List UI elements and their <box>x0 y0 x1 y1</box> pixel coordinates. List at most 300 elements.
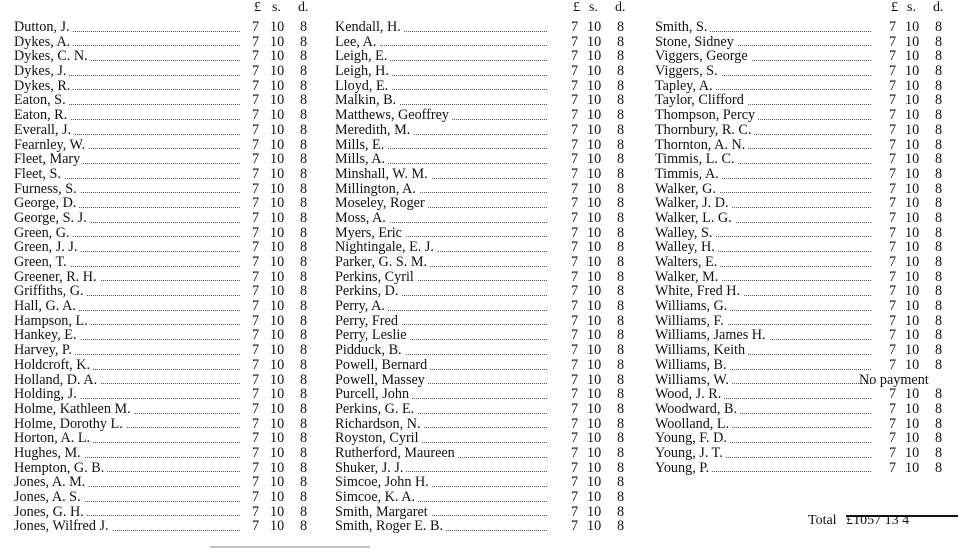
amount-pence: 8 <box>617 19 625 35</box>
amount-shillings: 10 <box>587 474 602 491</box>
list-item <box>14 20 314 35</box>
entry-name-wrap <box>335 490 553 505</box>
amount-shillings: 10 <box>905 63 920 80</box>
amount-pence: 8 <box>300 224 308 241</box>
amount-pounds: 7 <box>889 33 897 50</box>
amount-pence: 8 <box>617 459 625 476</box>
list-item <box>335 519 635 534</box>
amount-pounds: 7 <box>571 209 579 226</box>
amount-shillings: 10 <box>270 92 285 109</box>
amount-pence: 8 <box>617 415 625 432</box>
entry-name-wrap <box>655 167 877 182</box>
list-item <box>335 226 635 241</box>
entry-name-wrap <box>14 417 246 432</box>
amount-pence: 8 <box>300 444 308 461</box>
entry-name-wrap <box>14 152 246 167</box>
entry-name-wrap <box>655 152 877 167</box>
entry-name: Walters, E. <box>655 255 720 270</box>
amount-pounds: 7 <box>571 474 579 491</box>
amount-shillings: 10 <box>905 77 920 94</box>
entry-name: Walker, G. <box>655 182 719 197</box>
entry-name: Mills, E. <box>335 138 387 153</box>
amount-shillings: 10 <box>270 298 285 315</box>
amount-pence: 8 <box>300 283 308 300</box>
entry-name-wrap <box>14 314 246 329</box>
list-item <box>14 226 314 241</box>
amount-shillings: 10 <box>270 224 285 241</box>
entry-name-wrap <box>335 138 553 153</box>
list-item <box>335 284 635 299</box>
entry-name-wrap <box>335 152 553 167</box>
amount-pounds: 7 <box>571 518 579 535</box>
entry-name: Furness, S. <box>14 182 80 197</box>
amount-pence: 8 <box>617 33 625 50</box>
list-item <box>335 49 635 64</box>
amount-pounds: 7 <box>571 430 579 447</box>
entry-name: Taylor, Clifford <box>655 93 747 108</box>
list-item <box>335 196 635 211</box>
amount-pounds: 7 <box>571 195 579 212</box>
entry-name: Young, J. T. <box>655 446 726 461</box>
entry-name: Royston, Cyril <box>335 431 422 446</box>
entry-name: Powell, Bernard <box>335 358 430 373</box>
print-smudge <box>210 546 370 548</box>
list-item <box>335 328 635 343</box>
list-item <box>14 328 314 343</box>
header-pence: d. <box>298 0 309 15</box>
amount-pence: 8 <box>935 400 943 417</box>
amount-pounds: 7 <box>252 342 260 359</box>
entry-name: Young, F. D. <box>655 431 730 446</box>
entry-name-wrap <box>655 93 877 108</box>
amount-shillings: 10 <box>905 92 920 109</box>
amount-shillings: 10 <box>587 63 602 80</box>
list-item <box>335 79 635 94</box>
amount-pounds: 7 <box>571 342 579 359</box>
list-item <box>335 446 635 461</box>
amount-pence: 8 <box>617 63 625 80</box>
entry-name: Walker, J. D. <box>655 196 732 211</box>
list-item <box>14 519 314 534</box>
entry-name-wrap <box>335 79 553 94</box>
entry-name: Pidduck, B. <box>335 343 405 358</box>
list-item <box>655 446 955 461</box>
entry-name: Thornbury, R. C. <box>655 123 754 138</box>
entry-name-wrap <box>335 240 553 255</box>
entry-name: Perkins, Cyril <box>335 270 417 285</box>
entry-name: Thompson, Percy <box>655 108 758 123</box>
amount-pence: 8 <box>617 268 625 285</box>
entry-name-wrap <box>14 358 246 373</box>
amount-pounds: 7 <box>571 298 579 315</box>
list-item <box>14 35 314 50</box>
entry-name: Minshall, W. M. <box>335 167 431 182</box>
amount-pence: 8 <box>935 136 943 153</box>
amount-shillings: 10 <box>270 283 285 300</box>
amount-pence: 8 <box>617 224 625 241</box>
entry-name-wrap <box>335 358 553 373</box>
amount-pence: 8 <box>935 92 943 109</box>
amount-pounds: 7 <box>571 19 579 35</box>
entry-name: Myers, Eric <box>335 226 405 241</box>
amount-pounds: 7 <box>571 371 579 388</box>
amount-pounds: 7 <box>252 63 260 80</box>
header-shillings: s. <box>589 0 598 15</box>
entry-name: Richardson, N. <box>335 417 424 432</box>
entry-name-wrap <box>655 328 877 343</box>
amount-pounds: 7 <box>889 459 897 476</box>
entry-name-wrap <box>655 49 877 64</box>
amount-pounds: 7 <box>571 239 579 256</box>
list-item <box>655 35 955 50</box>
amount-pence: 8 <box>935 107 943 124</box>
amount-shillings: 10 <box>270 415 285 432</box>
amount-shillings: 10 <box>270 459 285 476</box>
list-item <box>14 402 314 417</box>
entry-name: Young, P. <box>655 461 712 476</box>
list-item <box>655 93 955 108</box>
amount-pence: 8 <box>300 503 308 520</box>
amount-pence: 8 <box>935 19 943 35</box>
amount-shillings: 10 <box>587 92 602 109</box>
list-item <box>14 387 314 402</box>
amount-shillings: 10 <box>905 48 920 65</box>
amount-pounds: 7 <box>252 503 260 520</box>
amount-shillings: 10 <box>587 356 602 373</box>
amount-pounds: 7 <box>889 327 897 344</box>
amount-shillings: 10 <box>905 121 920 138</box>
entry-name-wrap <box>655 446 877 461</box>
amount-pounds: 7 <box>252 386 260 403</box>
amount-shillings: 10 <box>587 268 602 285</box>
list-item <box>14 49 314 64</box>
entry-name-wrap <box>655 270 877 285</box>
amount-shillings: 10 <box>270 121 285 138</box>
header-shillings: s. <box>272 0 281 15</box>
amount-shillings: 10 <box>905 254 920 270</box>
amount-pence: 8 <box>935 151 943 168</box>
amount-pence: 8 <box>617 77 625 94</box>
amount-shillings: 10 <box>905 195 920 212</box>
amount-pounds: 7 <box>252 239 260 256</box>
amount-pence: 8 <box>935 77 943 94</box>
amount-pounds: 7 <box>252 415 260 432</box>
entry-name-wrap <box>14 49 246 64</box>
amount-shillings: 10 <box>587 151 602 168</box>
list-item <box>335 64 635 79</box>
amount-pence: 8 <box>935 224 943 241</box>
amount-pence: 8 <box>935 342 943 359</box>
name-list <box>14 20 314 534</box>
list-item <box>335 182 635 197</box>
header-pound: £ <box>254 0 261 15</box>
amount-pence: 8 <box>300 121 308 138</box>
amount-pence: 8 <box>935 239 943 256</box>
amount-pounds: 7 <box>889 254 897 270</box>
entry-name-wrap <box>14 211 246 226</box>
amount-pounds: 7 <box>889 415 897 432</box>
entry-name-wrap <box>655 20 877 35</box>
amount-pence: 8 <box>935 327 943 344</box>
entry-name: Mills, A. <box>335 152 388 167</box>
amount-pence: 8 <box>617 503 625 520</box>
amount-shillings: 10 <box>905 268 920 285</box>
entry-name: Williams, B. <box>655 358 730 373</box>
entry-name-wrap <box>335 387 553 402</box>
entry-name: Hankey, E. <box>14 328 80 343</box>
entry-name: Rutherford, Maureen <box>335 446 458 461</box>
amount-pence: 8 <box>300 342 308 359</box>
amount-pence: 8 <box>617 298 625 315</box>
amount-pence: 8 <box>935 48 943 65</box>
list-item <box>335 35 635 50</box>
name-list <box>655 20 955 475</box>
list-item <box>14 138 314 153</box>
list-item <box>14 93 314 108</box>
amount-shillings: 10 <box>587 518 602 535</box>
entry-name-wrap <box>335 270 553 285</box>
entry-name-wrap <box>335 505 553 520</box>
list-item <box>14 182 314 197</box>
list-item <box>655 152 955 167</box>
amount-shillings: 10 <box>270 400 285 417</box>
total-amount: £1057 13 4 <box>846 513 910 528</box>
entry-name: Walley, H. <box>655 240 718 255</box>
amount-pence: 8 <box>300 165 308 182</box>
amount-pounds: 7 <box>889 268 897 285</box>
entry-name-wrap <box>655 123 877 138</box>
list-item <box>655 255 955 270</box>
amount-shillings: 10 <box>905 283 920 300</box>
amount-pounds: 7 <box>571 327 579 344</box>
amount-shillings: 10 <box>905 327 920 344</box>
list-item <box>14 196 314 211</box>
entry-name: Green, T. <box>14 255 70 270</box>
list-item <box>655 431 955 446</box>
amount-shillings: 10 <box>905 415 920 432</box>
list-item <box>14 255 314 270</box>
entry-name-wrap <box>14 138 246 153</box>
entry-name: Dykes, R. <box>14 79 73 94</box>
amount-pounds: 7 <box>889 209 897 226</box>
entry-name-wrap <box>655 343 877 358</box>
amount-pounds: 7 <box>889 386 897 403</box>
amount-shillings: 10 <box>270 327 285 344</box>
amount-shillings: 10 <box>587 254 602 270</box>
amount-pence: 8 <box>300 48 308 65</box>
amount-shillings: 10 <box>587 489 602 505</box>
amount-pounds: 7 <box>571 283 579 300</box>
entry-name: George, S. J. <box>14 211 90 226</box>
entry-name-wrap <box>14 373 246 388</box>
amount-shillings: 10 <box>905 298 920 315</box>
amount-shillings: 10 <box>270 77 285 94</box>
amount-shillings: 10 <box>587 444 602 461</box>
entry-name: Shuker, J. J. <box>335 461 406 476</box>
entry-name-wrap <box>14 79 246 94</box>
list-item <box>14 299 314 314</box>
entry-name: Williams, Keith <box>655 343 748 358</box>
list-item <box>14 270 314 285</box>
amount-pence: 8 <box>617 151 625 168</box>
amount-shillings: 10 <box>587 400 602 417</box>
amount-pounds: 7 <box>889 180 897 197</box>
amount-pounds: 7 <box>252 48 260 65</box>
amount-shillings: 10 <box>270 474 285 491</box>
amount-pence: 8 <box>300 239 308 256</box>
list-item <box>655 314 955 329</box>
entry-name-wrap <box>14 446 246 461</box>
entry-name: Smith, Roger E. B. <box>335 519 446 534</box>
list-item <box>14 79 314 94</box>
list-item <box>14 211 314 226</box>
amount-pounds: 7 <box>571 180 579 197</box>
amount-shillings: 10 <box>905 107 920 124</box>
amount-pence: 8 <box>935 254 943 270</box>
list-item <box>655 240 955 255</box>
list-item <box>335 387 635 402</box>
entry-name: Purcell, John <box>335 387 412 402</box>
amount-pence: 8 <box>617 312 625 329</box>
entry-name: Millington, A. <box>335 182 419 197</box>
entry-name: Everall, J. <box>14 123 74 138</box>
amount-pence: 8 <box>300 356 308 373</box>
entry-name-wrap <box>14 431 246 446</box>
amount-shillings: 10 <box>270 312 285 329</box>
amount-pounds: 7 <box>252 298 260 315</box>
amount-pence: 8 <box>935 298 943 315</box>
entry-name: Hughes, M. <box>14 446 84 461</box>
amount-shillings: 10 <box>587 239 602 256</box>
list-item <box>655 284 955 299</box>
amount-pounds: 7 <box>889 77 897 94</box>
entry-name-wrap <box>14 402 246 417</box>
amount-pence: 8 <box>935 444 943 461</box>
entry-name: Perkins, G. E. <box>335 402 417 417</box>
amount-pounds: 7 <box>252 195 260 212</box>
amount-pounds: 7 <box>889 136 897 153</box>
list-item <box>655 417 955 432</box>
amount-pence: 8 <box>617 180 625 197</box>
amount-pounds: 7 <box>252 400 260 417</box>
entry-name-wrap <box>335 417 553 432</box>
amount-pounds: 7 <box>571 33 579 50</box>
entry-name-wrap <box>655 35 877 50</box>
column-1 <box>14 0 314 559</box>
amount-pounds: 7 <box>571 254 579 270</box>
amount-pounds: 7 <box>889 151 897 168</box>
amount-pounds: 7 <box>889 121 897 138</box>
entry-name-wrap <box>655 182 877 197</box>
entry-name: White, Fred H. <box>655 284 743 299</box>
entry-name: Thornton, A. N. <box>655 138 748 153</box>
entry-name: Holdcroft, K. <box>14 358 93 373</box>
amount-shillings: 10 <box>270 356 285 373</box>
entry-name-wrap <box>655 196 877 211</box>
list-item <box>335 20 635 35</box>
entry-name: Lee, A. <box>335 35 379 50</box>
list-item <box>655 226 955 241</box>
list-item <box>14 167 314 182</box>
entry-name: Simcoe, K. A. <box>335 490 418 505</box>
entry-name: Jones, Wilfred J. <box>14 519 112 534</box>
list-item <box>335 167 635 182</box>
list-item <box>335 431 635 446</box>
amount-shillings: 10 <box>270 503 285 520</box>
amount-shillings: 10 <box>270 63 285 80</box>
amount-shillings: 10 <box>270 489 285 505</box>
amount-pence: 8 <box>617 430 625 447</box>
list-item <box>335 123 635 138</box>
entry-name: Tapley, A. <box>655 79 716 94</box>
amount-shillings: 10 <box>270 342 285 359</box>
entry-name: Smith, Margaret <box>335 505 431 520</box>
amount-pence: 8 <box>617 489 625 505</box>
list-item <box>335 358 635 373</box>
list-item <box>335 211 635 226</box>
entry-name-wrap <box>335 519 553 534</box>
amount-pence: 8 <box>617 195 625 212</box>
amount-pence: 8 <box>300 327 308 344</box>
amount-pounds: 7 <box>889 92 897 109</box>
entry-name-wrap <box>335 123 553 138</box>
entry-name-wrap <box>14 226 246 241</box>
amount-shillings: 10 <box>587 283 602 300</box>
amount-shillings: 10 <box>587 386 602 403</box>
amount-pence: 8 <box>300 107 308 124</box>
entry-name: Nightingale, E. J. <box>335 240 437 255</box>
amount-pence: 8 <box>300 63 308 80</box>
entry-name-wrap <box>655 358 877 373</box>
amount-shillings: 10 <box>905 342 920 359</box>
entry-name: Dutton, J. <box>14 20 73 35</box>
entry-name: Timmis, A. <box>655 167 722 182</box>
amount-shillings: 10 <box>587 430 602 447</box>
list-item <box>335 490 635 505</box>
entry-name-wrap <box>335 108 553 123</box>
amount-pence: 8 <box>617 474 625 491</box>
amount-pence: 8 <box>300 268 308 285</box>
entry-name-wrap <box>655 373 877 388</box>
amount-shillings: 10 <box>905 209 920 226</box>
entry-name-wrap <box>655 255 877 270</box>
entry-name: Leigh, H. <box>335 64 392 79</box>
amount-pounds: 7 <box>571 224 579 241</box>
list-item <box>655 373 955 388</box>
amount-pence: 8 <box>300 209 308 226</box>
entry-name: Wood, J. R. <box>655 387 724 402</box>
amount-pounds: 7 <box>252 312 260 329</box>
list-item <box>335 240 635 255</box>
amount-pounds: 7 <box>889 342 897 359</box>
amount-pence: 8 <box>935 165 943 182</box>
amount-shillings: 10 <box>270 444 285 461</box>
amount-pounds: 7 <box>252 283 260 300</box>
amount-pounds: 7 <box>571 400 579 417</box>
entry-name-wrap <box>655 402 877 417</box>
entry-name-wrap <box>14 343 246 358</box>
amount-shillings: 10 <box>270 165 285 182</box>
amount-pounds: 7 <box>252 430 260 447</box>
amount-pounds: 7 <box>889 298 897 315</box>
amount-pounds: 7 <box>889 107 897 124</box>
amount-pounds: 7 <box>252 19 260 35</box>
list-item <box>335 314 635 329</box>
list-item <box>335 93 635 108</box>
entry-name-wrap <box>335 35 553 50</box>
list-item <box>655 461 955 476</box>
amount-shillings: 10 <box>270 518 285 535</box>
